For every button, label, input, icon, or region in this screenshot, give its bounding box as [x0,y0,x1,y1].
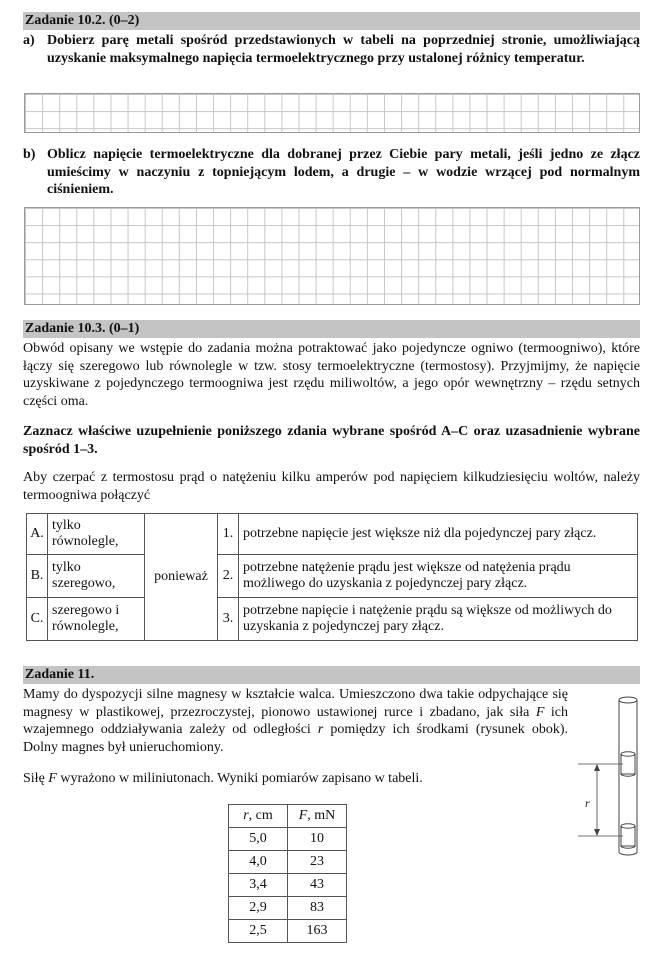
reason-2-label[interactable]: 2. [218,555,239,598]
option-b-text[interactable]: tylko szeregowo, [48,555,145,598]
part-a-text: Dobierz parę metali spośród przedstawionych w tabeli na poprzedniej stronie, umożliwiającą uzyskanie maksymalnego napięcia termoelektrycznego przy ustalonej różnicy temperatur. [47,33,640,66]
task-10-2-a [23,32,640,67]
table-row [229,828,347,851]
choice-row [27,598,638,641]
choice-table [26,513,638,641]
cell-r: 3,4 [229,874,288,897]
reason-3-text[interactable]: potrzebne napięcie i natężenie prądu są większe od możliwych do uzyskania z pojedynczej pary złącz. [239,598,638,641]
cell-r: 2,5 [229,920,288,943]
option-c-text[interactable]: szeregowo i równolegle, [48,598,145,641]
connector-text: ponieważ [145,514,218,641]
cell-F: 83 [288,897,347,920]
reason-1-text[interactable]: potrzebne napięcie jest większe niż dla pojedynczej pary złącz. [239,514,638,555]
magnets-tube-figure [575,692,655,868]
reason-2-text[interactable]: potrzebne natężenie prądu jest większe od natężenia prądu możliwego do uzyskania z pojedynczej pary złącz. [239,555,638,598]
part-b-text: Oblicz napięcie termoelektryczne dla dobranej przez Ciebie pary metali, jeśli jedno ze złącz umieścimy w naczyniu z topniejącym lodem, a drugie – w wodzie wrzącej pod normalnym ciśnieniem. [47,147,640,198]
task-10-3-intro: Obwód opisany we wstępie do zadania można potraktować jako pojedyncze ogniwo (termoogniwo), które łączy się szeregowo lub równolegle w tzw. stosy termoelektryczne (termostosy). Przyjmijmy, że napięcie uzyskiwane z pojedynczego termoogniwa jest rzędu miliwoltów, a jego opór wewnętrzny – rzędu setnych części oma. [23,341,640,409]
table-row [229,851,347,874]
choice-row [27,514,638,555]
distance-label: r [585,796,590,810]
cell-F: 43 [288,874,347,897]
option-c-label[interactable]: C. [27,598,48,641]
col-F-header: F, mN [288,805,347,828]
answer-grid-a[interactable] [24,93,640,133]
col-r-header: r, cm [229,805,288,828]
cell-F: 163 [288,920,347,943]
task-10-2-header: Zadanie 10.2. (0–2) [23,12,640,30]
task-10-3-sentence: Aby czerpać z termostosu prąd o natężeniu kilku amperów pod napięciem kilkudziesięciu woltów, należy termoogniwa połączyć [23,470,640,503]
reason-1-label[interactable]: 1. [218,514,239,555]
cell-r: 2,9 [229,897,288,920]
table-row [229,920,347,943]
lower-magnet [621,824,635,848]
upper-magnet [621,752,635,776]
cell-F: 10 [288,828,347,851]
table-row [229,874,347,897]
table-row [229,897,347,920]
part-b-label: b) [23,147,36,162]
measurement-table [228,804,347,943]
part-a-label: a) [23,33,35,48]
task-10-2-b [23,146,640,199]
answer-grid-b[interactable] [24,207,640,305]
table-header-row [229,805,347,828]
option-b-label[interactable]: B. [27,555,48,598]
task-11-description: Mamy do dyspozycji silne magnesy w kształcie walca. Umieszczono dwa takie odpychające się magnesy w plastikowej, przezroczystej, pionowo ustawionej rurce i zbadano, jak siła F ich wzajemnego oddziaływania zależy od odległości r pomiędzy ich środkami (rysunek obok). Dolny magnes był unieruchomiony. [23,687,568,755]
cell-F: 23 [288,851,347,874]
cell-r: 5,0 [229,828,288,851]
option-a-label[interactable]: A. [27,514,48,555]
cell-r: 4,0 [229,851,288,874]
reason-3-label[interactable]: 3. [218,598,239,641]
task-10-3-instruction: Zaznacz właściwe uzupełnienie poniższego zdania wybrane spośród A–C oraz uzasadnienie wybrane spośród 1–3. [23,424,640,457]
task-10-3-header: Zadanie 10.3. (0–1) [23,320,640,338]
option-a-text[interactable]: tylko równolegle, [48,514,145,555]
task-11-measure-note: Siłę F wyrażono w miliniutonach. Wyniki pomiarów zapisano w tabeli. [23,771,423,786]
choice-row [27,555,638,598]
task-11-header: Zadanie 11. [23,666,640,684]
